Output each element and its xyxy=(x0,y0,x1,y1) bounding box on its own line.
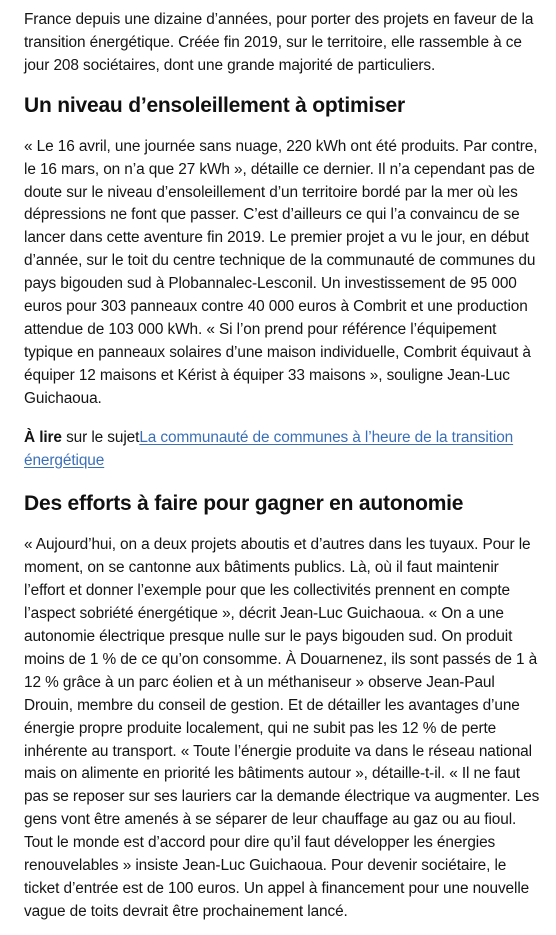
section-heading-autonomie: Des efforts à faire pour gagner en autonomie xyxy=(24,492,464,516)
section-paragraph-ensoleillement: « Le 16 avril, une journée sans nuage, 220 kWh ont été produits. Par contre, le 16 mars, on n’a que 27 kWh », détaille ce dernier. Il n’a cependant pas de doute sur le niveau d’ensoleillement d’un territoire bordé par la mer où les dépressions ne font que passer. C’est d’ailleurs ce qui l’a convaincu de se lancer dans cette aventure fin 2019. Le premier projet a vu le jour, en début d’année, sur le toit du centre technique de la communauté de communes du pays bigouden sud à Plobannalec-Lesconil. Un investissement de 95 000 euros pour 303 panneaux contre 40 000 euros à Combrit et une production attendue de 103 000 kWh. « Si l’on prend pour référence l’équipement typique en panneaux solaires d’une maison individuelle, Combrit équivaut à équiper 12 maisons et Kérist à équiper 33 maisons », souligne Jean-Luc Guichaoua. xyxy=(24,137,538,407)
read-also-prefix: sur le sujet xyxy=(61,428,140,446)
section-heading-ensoleillement: Un niveau d’ensoleillement à optimiser xyxy=(24,93,406,117)
read-also-link[interactable]: La communauté de communes à l’heure de la transition énergétique xyxy=(24,428,514,469)
read-also-label: À lire xyxy=(24,428,62,446)
intro-paragraph: France depuis une dizaine d’années, pour porter des projets en faveur de la transition énergétique. Créée fin 2019, sur le territoire, elle rassemble à ce jour 208 sociétaires, dont une grande majorité de particuliers. xyxy=(24,11,534,74)
article-body xyxy=(24,0,542,924)
section-paragraph-autonomie: « Aujourd’hui, on a deux projets aboutis et d’autres dans les tuyaux. Pour le moment, on se cantonne aux bâtiments publics. Là, où il faut maintenir l’effort et donner l’exemple pour que les collectivités prennent en compte l’aspect sobriété énergétique », décrit Jean-Luc Guichaoua. « On a une autonomie électrique presque nulle sur le pays bigouden sud. On produit moins de 1 % de ce qu’on consomme. À Douarnenez, ils sont passés de 1 à 12 % grâce à un parc éolien et à un méthaniseur » observe Jean-Paul Drouin, membre du conseil de gestion. Et de détailler les avantages d’une énergie propre produite localement, qui ne subit pas les 12 % de perte inhérente au transport. « Toute l’énergie produite va dans le réseau national mais on alimente en priorité les bâtiments autour », détaille-t-il. « Il ne faut pas se reposer sur ses lauriers car la demande électrique va augmenter. Les gens vont être amenés à se séparer de leur chauffage au gaz ou au fioul. Tout le monde est d’accord pour dire qu’il faut développer les énergies renouvelables » insiste Jean-Luc Guichaoua. Pour devenir sociétaire, le ticket d’entrée est de 100 euros. Un appel à financement pour une nouvelle vague de toits devrait être prochainement lancé. xyxy=(24,536,540,920)
read-also-block xyxy=(24,427,542,473)
